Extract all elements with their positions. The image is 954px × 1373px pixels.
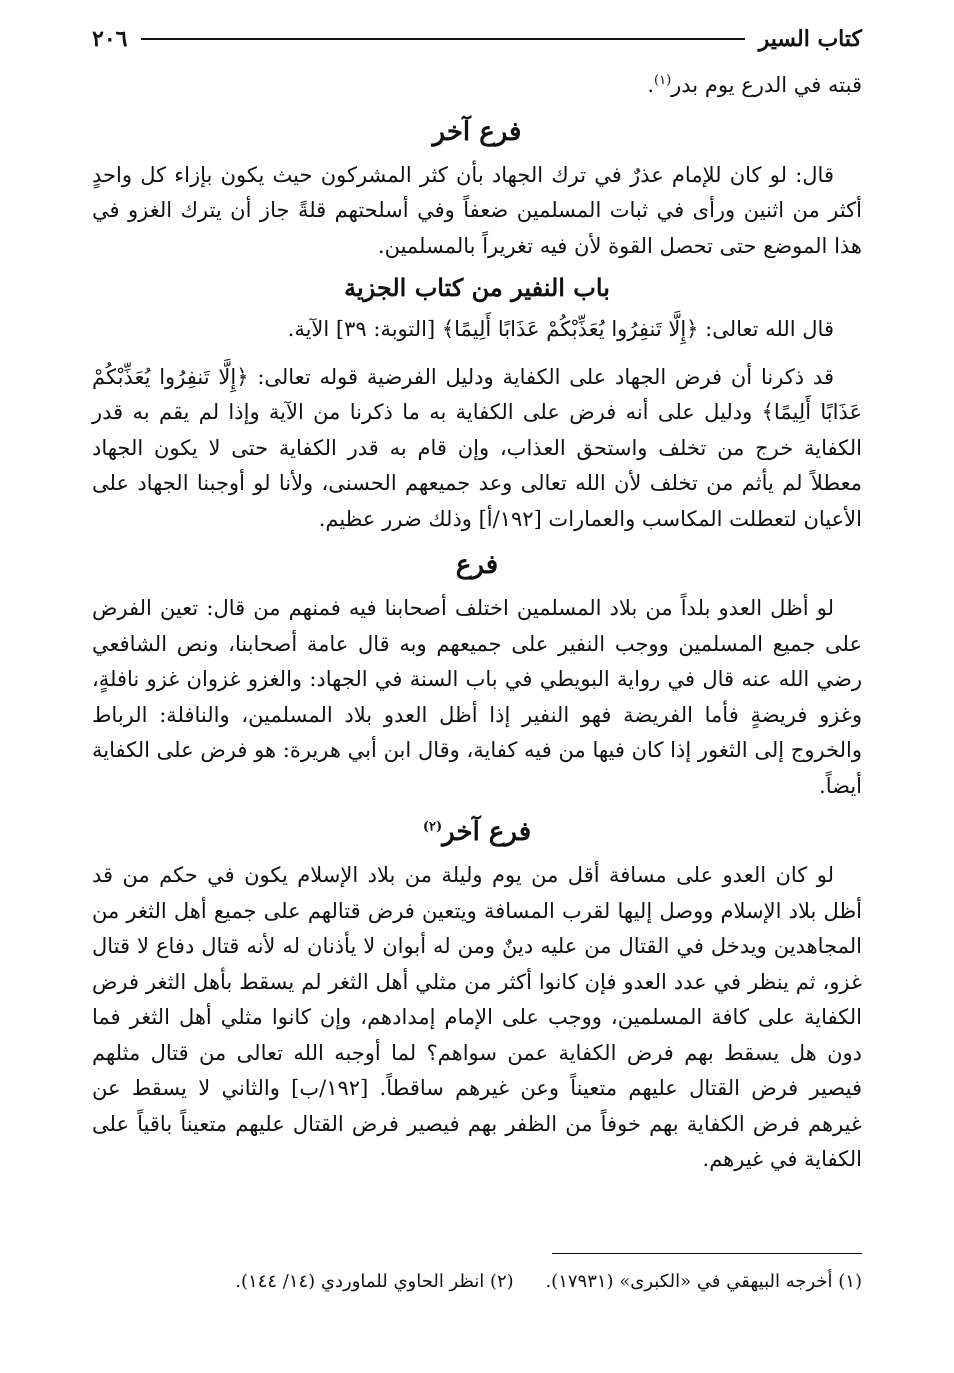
page-body (92, 68, 862, 1178)
header-rule (141, 38, 744, 40)
footnote-marker: (١) (654, 73, 672, 88)
paragraph-enemy-approach: لو أظل العدو بلداً من بلاد المسلمين اختلف أصحابنا فيه فمنهم من قال: تعين الفرض على جميع المسلمين ووجب النفير على جميعهم وبه قال عامة أصحابنا، ونص الشافعي رضي الله عنه قال في رواية البويطي في باب السنة في الجهاد: والغزو غزوان غزو نافلةٍ، وغزو فريضةٍ فأما الفريضة فهو النفير إذا أظل العدو بلاد المسلمين، والنافلة: الرباط والخروج إلى الثغور إذا كان فيها من فيه كفاية، وقال ابن أبي هريرة: هو فرض على الكفاية أيضاً. (92, 596, 862, 798)
paragraph-quran-verse: قال الله تعالى: ﴿إِلَّا تَنفِرُوا يُعَذِّبْكُمْ عَذَابًا أَلِيمًا﴾ [التوبة: ٣٩] الآية. (287, 317, 834, 341)
chapter-heading-nafir: باب النفير من كتاب الجزية (344, 273, 610, 302)
header-title: كتاب السير (758, 26, 862, 52)
heading-text: فرع آخر (442, 817, 532, 847)
paragraph-distance: لو كان العدو على مسافة أقل من يوم وليلة من بلاد الإسلام يكون في حكم من قد أظل بلاد الإسلام ووصل إليها لقرب المسافة ويتعين فرض قتالهم على جميع أهل الثغر من المجاهدين ويدخل في القتال من عليه دينٌ ومن له أبوان لا يأذنان له لأنه قتال دفاع لا قتال غزو، ثم ينظر في عدد العدو فإن كانوا أكثر من مثلي أهل الثغر لم يسقط بأهل الثغر فرض الكفاية على كافة المسلمين، ووجب على الإمام إمدادهم، وإن كانوا مثلي أهل الثغر فما دون هل يسقط بهم فرض الكفاية عمن سواهم؟ لما أوجبه الله تعالى من قتال مثلهم فيصير فرض القتال عليهم متعيناً وعن غيرهم ساقطاً. [١٩٢/ب] والثاني لا يسقط عن غيرهم فرض الكفاية بهم خوفاً من الظفر بهم فيصير فرض القتال عليهم متعيناً باقياً على الكفاية في غيرهم. (92, 863, 863, 1171)
footnote-separator (552, 1253, 862, 1254)
footnote-marker: (٢) (422, 819, 443, 835)
section-heading-far-akhar: فرع آخر (432, 116, 522, 147)
paragraph-kifaya: قد ذكرنا أن فرض الجهاد على الكفاية ودليل الفرضية قوله تعالى: ﴿إِلَّا تَنفِرُوا يُعَذِّبْكُمْ عَذَابًا أَلِيمًا﴾ ودليل على أنه فرض على الكفاية به ما ذكرنا من الآية وإذا لم يقم به قدر الكفاية خرج من تخلف واستحق العذاب، وإن قام به قدر الكفاية حتى لا يكون الجهاد معطلاً لم يأثم من تخلف لأن الله تعالى وعد جميعهم الحسنى، ولأنا لو أوجبنا الجهاد على الأعيان لتعطلت المكاسب والعمارات [١٩٢/أ] وذلك ضرر عظيم. (92, 364, 862, 531)
running-header (92, 26, 862, 52)
footnotes (92, 1268, 862, 1296)
paragraph-end: . (647, 73, 654, 97)
section-heading-far-akhar-2 (92, 812, 862, 852)
page-number: ٢٠٦ (92, 26, 128, 52)
paragraph-imam-excuse: قال: لو كان للإمام عذرٌ في ترك الجهاد بأن كثر المشركون حيث يكون بإزاء كل واحدٍ أكثر من اثنين ورأى في ثبات المسلمين ضعفاً وفي أسلحتهم قلةً جاز أن يترك الغزو في هذا الموضع حتى تحصل القوة لأن فيه تغريراً بالمسلمين. (92, 162, 862, 258)
paragraph-text: قبته في الدرع يوم بدر (671, 73, 862, 97)
paragraph-continuation (92, 68, 862, 104)
section-heading-far: فرع (455, 550, 499, 580)
spacer (92, 348, 862, 360)
footnote-1: (١) أخرجه البيهقي في «الكبرى» (١٧٩٣١). (545, 1271, 862, 1292)
footnote-2: (٢) انظر الحاوي للماوردي (١٤/ ١٤٤). (235, 1271, 514, 1292)
